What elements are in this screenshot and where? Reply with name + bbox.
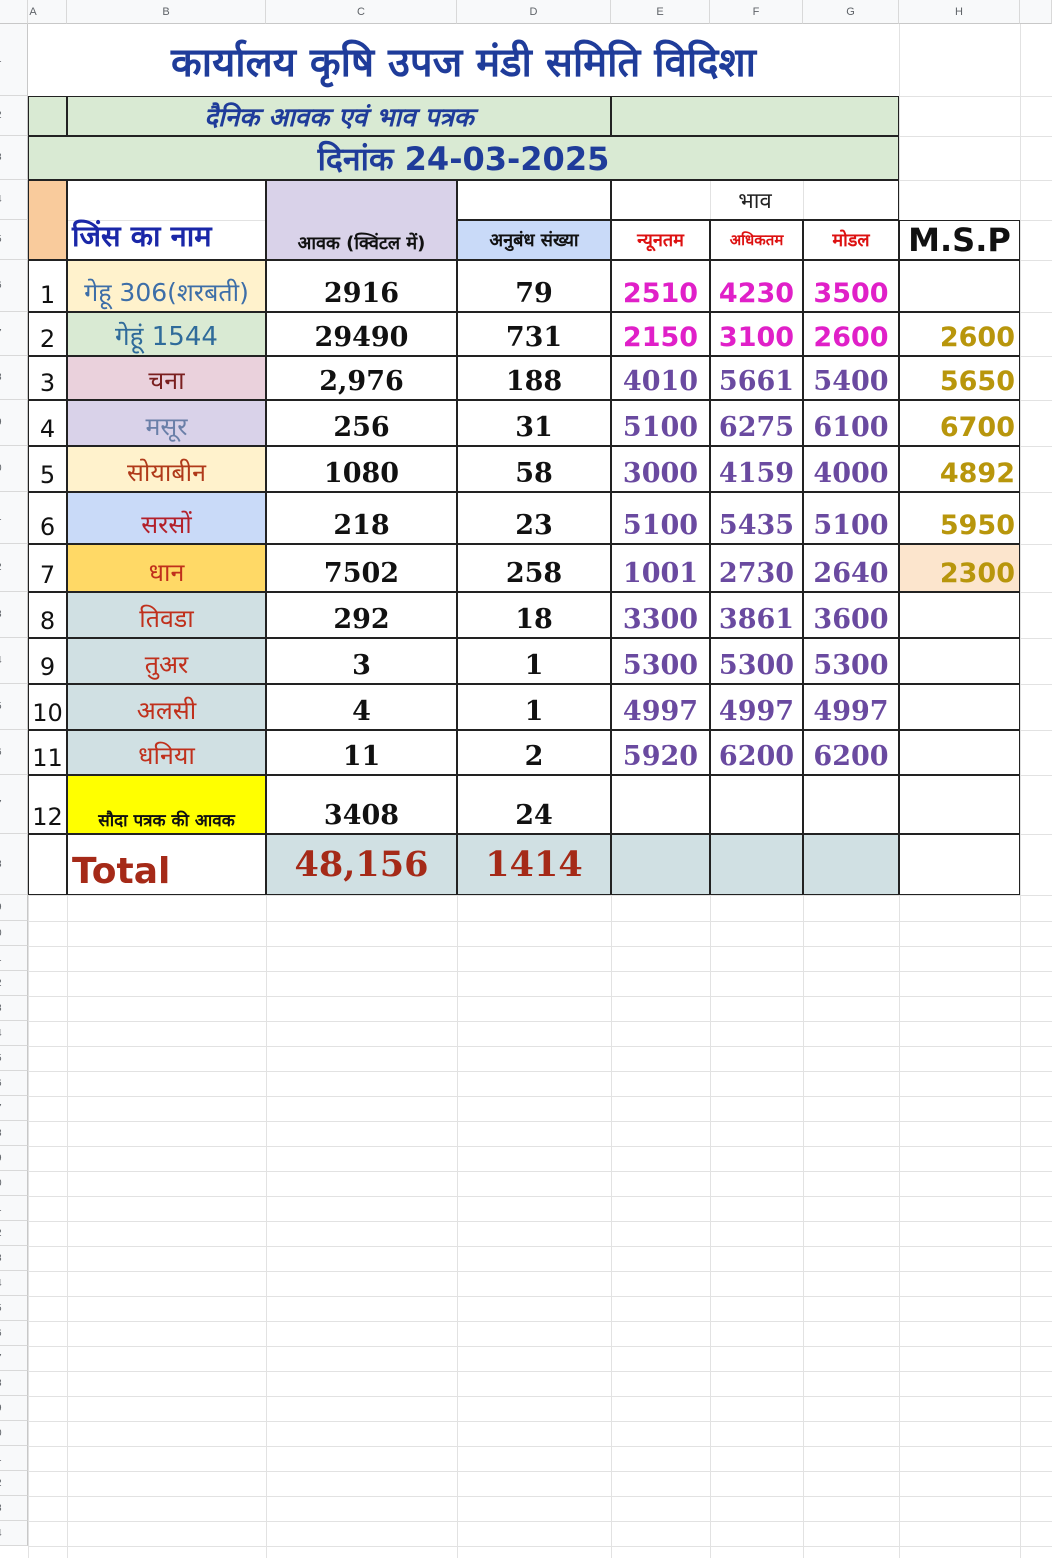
- row-number[interactable]: 1: [28, 260, 67, 312]
- row-header[interactable]: [0, 400, 28, 446]
- column-header-d[interactable]: D: [457, 0, 611, 24]
- header-corner[interactable]: [28, 180, 67, 260]
- select-all-corner[interactable]: [0, 0, 28, 24]
- row-header[interactable]: [0, 1346, 28, 1371]
- total-corner[interactable]: [28, 834, 67, 895]
- contracts-value[interactable]: 79: [457, 260, 611, 312]
- msp-value[interactable]: [899, 260, 1020, 312]
- row-number[interactable]: 6: [28, 492, 67, 544]
- row-header[interactable]: [0, 592, 28, 638]
- row-number[interactable]: 2: [28, 312, 67, 356]
- modal-price[interactable]: 5400: [803, 356, 899, 400]
- gridline: [28, 1096, 1052, 1097]
- contracts-value[interactable]: 23: [457, 492, 611, 544]
- total-contracts[interactable]: 1414: [457, 834, 611, 895]
- column-header-a[interactable]: A: [0, 0, 67, 24]
- row-header[interactable]: [0, 921, 28, 946]
- gridline: [28, 1171, 1052, 1172]
- column-header-f[interactable]: F: [710, 0, 803, 24]
- item-name[interactable]: गेहूं 1544: [67, 312, 266, 356]
- msp-value[interactable]: 5650: [899, 356, 1020, 400]
- contracts-value[interactable]: 731: [457, 312, 611, 356]
- msp-value[interactable]: [899, 638, 1020, 684]
- row-number[interactable]: 9: [28, 638, 67, 684]
- date-cell[interactable]: दिनांक 24-03-2025: [28, 136, 899, 180]
- row-header[interactable]: [0, 1396, 28, 1421]
- row-header[interactable]: [0, 1446, 28, 1471]
- column-header-b[interactable]: B: [67, 0, 266, 24]
- total-msp-empty[interactable]: [899, 834, 1020, 895]
- header-item[interactable]: जिंस का नाम: [67, 180, 266, 260]
- modal-price[interactable]: 4997: [803, 684, 899, 730]
- msp-value[interactable]: 2300: [899, 544, 1020, 592]
- total-modal-empty[interactable]: [803, 834, 899, 895]
- max-price[interactable]: [710, 775, 803, 834]
- gridline: [28, 946, 1052, 947]
- modal-price[interactable]: [803, 775, 899, 834]
- max-price[interactable]: 2730: [710, 544, 803, 592]
- gridline: [28, 996, 1052, 997]
- row-header[interactable]: [0, 356, 28, 400]
- row-header[interactable]: [0, 1271, 28, 1296]
- min-price[interactable]: 3000: [611, 446, 710, 492]
- contracts-value[interactable]: 24: [457, 775, 611, 834]
- min-price[interactable]: 5100: [611, 400, 710, 446]
- row-header[interactable]: [0, 96, 28, 136]
- row-header[interactable]: [0, 638, 28, 684]
- contracts-value[interactable]: 258: [457, 544, 611, 592]
- row-number[interactable]: 11: [28, 730, 67, 775]
- row-header[interactable]: [0, 895, 28, 921]
- row-header[interactable]: [0, 1221, 28, 1246]
- max-price[interactable]: 5435: [710, 492, 803, 544]
- total-min-empty[interactable]: [611, 834, 710, 895]
- subtitle-left-cell[interactable]: [28, 96, 67, 136]
- gridline: [28, 1296, 1052, 1297]
- header-rate-group[interactable]: भाव: [611, 180, 899, 220]
- arrival-value[interactable]: 2916: [266, 260, 457, 312]
- item-name[interactable]: सरसों: [67, 492, 266, 544]
- item-name[interactable]: तुअर: [67, 638, 266, 684]
- gridline: [28, 1271, 1052, 1272]
- max-price[interactable]: 5661: [710, 356, 803, 400]
- row-header[interactable]: [0, 544, 28, 592]
- header-contracts[interactable]: अनुबंध संख्या: [457, 220, 611, 260]
- header-max[interactable]: अधिकतम: [710, 220, 803, 260]
- gridline: [28, 921, 1052, 922]
- max-price[interactable]: 4230: [710, 260, 803, 312]
- gridline: [28, 1046, 1052, 1047]
- min-price[interactable]: [611, 775, 710, 834]
- arrival-value[interactable]: 2,976: [266, 356, 457, 400]
- row-header[interactable]: [0, 1121, 28, 1146]
- column-header-g[interactable]: G: [803, 0, 899, 24]
- row-header[interactable]: [0, 446, 28, 492]
- arrival-value[interactable]: 292: [266, 592, 457, 638]
- total-arrival[interactable]: 48,156: [266, 834, 457, 895]
- max-price[interactable]: 6200: [710, 730, 803, 775]
- column-header-e[interactable]: E: [611, 0, 710, 24]
- row-header[interactable]: [0, 492, 28, 544]
- row-header[interactable]: [0, 1496, 28, 1521]
- column-header-c[interactable]: C: [266, 0, 457, 24]
- msp-value[interactable]: [899, 730, 1020, 775]
- min-price[interactable]: 5300: [611, 638, 710, 684]
- modal-price[interactable]: 5300: [803, 638, 899, 684]
- contracts-value[interactable]: 18: [457, 592, 611, 638]
- row-header[interactable]: [0, 1246, 28, 1271]
- contracts-value[interactable]: 1: [457, 684, 611, 730]
- gridline: [28, 1071, 1052, 1072]
- msp-value[interactable]: [899, 775, 1020, 834]
- modal-price[interactable]: 5100: [803, 492, 899, 544]
- contracts-value[interactable]: 2: [457, 730, 611, 775]
- msp-value[interactable]: 6700: [899, 400, 1020, 446]
- column-header-h[interactable]: H: [899, 0, 1020, 24]
- row-header[interactable]: [0, 971, 28, 996]
- total-max-empty[interactable]: [710, 834, 803, 895]
- contracts-value[interactable]: 1: [457, 638, 611, 684]
- row-number[interactable]: 12: [28, 775, 67, 834]
- max-price[interactable]: 3861: [710, 592, 803, 638]
- row-header[interactable]: [0, 180, 28, 220]
- row-header[interactable]: [0, 1471, 28, 1496]
- row-header[interactable]: [0, 312, 28, 356]
- row-header[interactable]: [0, 1096, 28, 1121]
- modal-price[interactable]: 3600: [803, 592, 899, 638]
- row-header[interactable]: [0, 1171, 28, 1196]
- gridline: [28, 1421, 1052, 1422]
- gridline: [28, 1221, 1052, 1222]
- gridline: [1020, 24, 1021, 1558]
- header-msp[interactable]: M.S.P: [899, 220, 1020, 260]
- arrival-value[interactable]: 7502: [266, 544, 457, 592]
- item-name[interactable]: सौदा पत्रक की आवक: [67, 775, 266, 834]
- gridline: [28, 1346, 1052, 1347]
- min-price[interactable]: 5100: [611, 492, 710, 544]
- max-price[interactable]: 3100: [710, 312, 803, 356]
- arrival-value[interactable]: 4: [266, 684, 457, 730]
- gridline: [28, 1246, 1052, 1247]
- min-price[interactable]: 1001: [611, 544, 710, 592]
- gridline: [28, 1446, 1052, 1447]
- item-name[interactable]: अलसी: [67, 684, 266, 730]
- gridline: [28, 1521, 1052, 1522]
- row-number[interactable]: 4: [28, 400, 67, 446]
- min-price[interactable]: 4010: [611, 356, 710, 400]
- msp-value[interactable]: 4892: [899, 446, 1020, 492]
- contracts-value[interactable]: 58: [457, 446, 611, 492]
- header-arrival[interactable]: आवक (क्विंटल में): [266, 180, 457, 260]
- row-number[interactable]: 8: [28, 592, 67, 638]
- row-number[interactable]: 10: [28, 684, 67, 730]
- modal-price[interactable]: 6100: [803, 400, 899, 446]
- row-header[interactable]: [0, 1146, 28, 1171]
- row-header[interactable]: [0, 1421, 28, 1446]
- row-number[interactable]: 5: [28, 446, 67, 492]
- contracts-value[interactable]: 31: [457, 400, 611, 446]
- gridline: [28, 1121, 1052, 1122]
- row-header[interactable]: [0, 730, 28, 775]
- row-header[interactable]: [0, 136, 28, 180]
- item-name[interactable]: धान: [67, 544, 266, 592]
- gridline: [28, 971, 1052, 972]
- arrival-value[interactable]: 256: [266, 400, 457, 446]
- gridline: [28, 1021, 1052, 1022]
- row-header[interactable]: [0, 1371, 28, 1396]
- row-header[interactable]: [0, 1321, 28, 1346]
- max-price[interactable]: 4159: [710, 446, 803, 492]
- gridline: [28, 1371, 1052, 1372]
- gridline: [28, 1496, 1052, 1497]
- modal-price[interactable]: 2600: [803, 312, 899, 356]
- modal-price[interactable]: 3500: [803, 260, 899, 312]
- min-price[interactable]: 4997: [611, 684, 710, 730]
- row-header[interactable]: [0, 1521, 28, 1546]
- arrival-value[interactable]: 3408: [266, 775, 457, 834]
- msp-value[interactable]: [899, 684, 1020, 730]
- row-header[interactable]: [0, 1071, 28, 1096]
- row-header[interactable]: [0, 775, 28, 834]
- total-label[interactable]: Total: [67, 834, 266, 895]
- row-header[interactable]: [0, 220, 28, 260]
- max-price[interactable]: 6275: [710, 400, 803, 446]
- row-header[interactable]: [0, 1196, 28, 1221]
- column-header-filler: [1020, 0, 1052, 24]
- row-header[interactable]: [0, 1296, 28, 1321]
- item-name[interactable]: धनिया: [67, 730, 266, 775]
- title-cell[interactable]: कार्यालय कृषि उपज मंडी समिति विदिशा: [28, 24, 899, 96]
- row-header[interactable]: [0, 1021, 28, 1046]
- msp-value[interactable]: 5950: [899, 492, 1020, 544]
- gridline: [28, 1321, 1052, 1322]
- min-price[interactable]: 2510: [611, 260, 710, 312]
- item-name[interactable]: तिवडा: [67, 592, 266, 638]
- row-number[interactable]: 7: [28, 544, 67, 592]
- min-price[interactable]: 2150: [611, 312, 710, 356]
- row-header[interactable]: [0, 1046, 28, 1071]
- row-header[interactable]: [0, 996, 28, 1021]
- header-min[interactable]: न्यूनतम: [611, 220, 710, 260]
- max-price[interactable]: 5300: [710, 638, 803, 684]
- arrival-value[interactable]: 218: [266, 492, 457, 544]
- gridline: [28, 1196, 1052, 1197]
- subtitle-cell[interactable]: दैनिक आवक एवं भाव पत्रक: [67, 96, 611, 136]
- arrival-value[interactable]: 3: [266, 638, 457, 684]
- item-name[interactable]: चना: [67, 356, 266, 400]
- min-price[interactable]: 5920: [611, 730, 710, 775]
- msp-value[interactable]: [899, 592, 1020, 638]
- item-name[interactable]: सोयाबीन: [67, 446, 266, 492]
- arrival-value[interactable]: 29490: [266, 312, 457, 356]
- msp-value[interactable]: 2600: [899, 312, 1020, 356]
- item-name[interactable]: गेहू 306(शरबती): [67, 260, 266, 312]
- gridline: [28, 1546, 1052, 1547]
- arrival-value[interactable]: 1080: [266, 446, 457, 492]
- gridline: [28, 1471, 1052, 1472]
- modal-price[interactable]: 6200: [803, 730, 899, 775]
- min-price[interactable]: 3300: [611, 592, 710, 638]
- row-header[interactable]: [0, 24, 28, 96]
- arrival-value[interactable]: 11: [266, 730, 457, 775]
- gridline: [28, 1396, 1052, 1397]
- row-header[interactable]: [0, 684, 28, 730]
- item-name[interactable]: मसूर: [67, 400, 266, 446]
- gridline: [28, 1146, 1052, 1147]
- subtitle-right-cell[interactable]: [611, 96, 899, 136]
- modal-price[interactable]: 2640: [803, 544, 899, 592]
- header-modal[interactable]: मोडल: [803, 220, 899, 260]
- header-contracts-top[interactable]: [457, 180, 611, 220]
- gridline: [28, 895, 1052, 896]
- row-header[interactable]: [0, 834, 28, 895]
- row-header[interactable]: [0, 946, 28, 971]
- max-price[interactable]: 4997: [710, 684, 803, 730]
- row-header[interactable]: [0, 260, 28, 312]
- modal-price[interactable]: 4000: [803, 446, 899, 492]
- contracts-value[interactable]: 188: [457, 356, 611, 400]
- row-number[interactable]: 3: [28, 356, 67, 400]
